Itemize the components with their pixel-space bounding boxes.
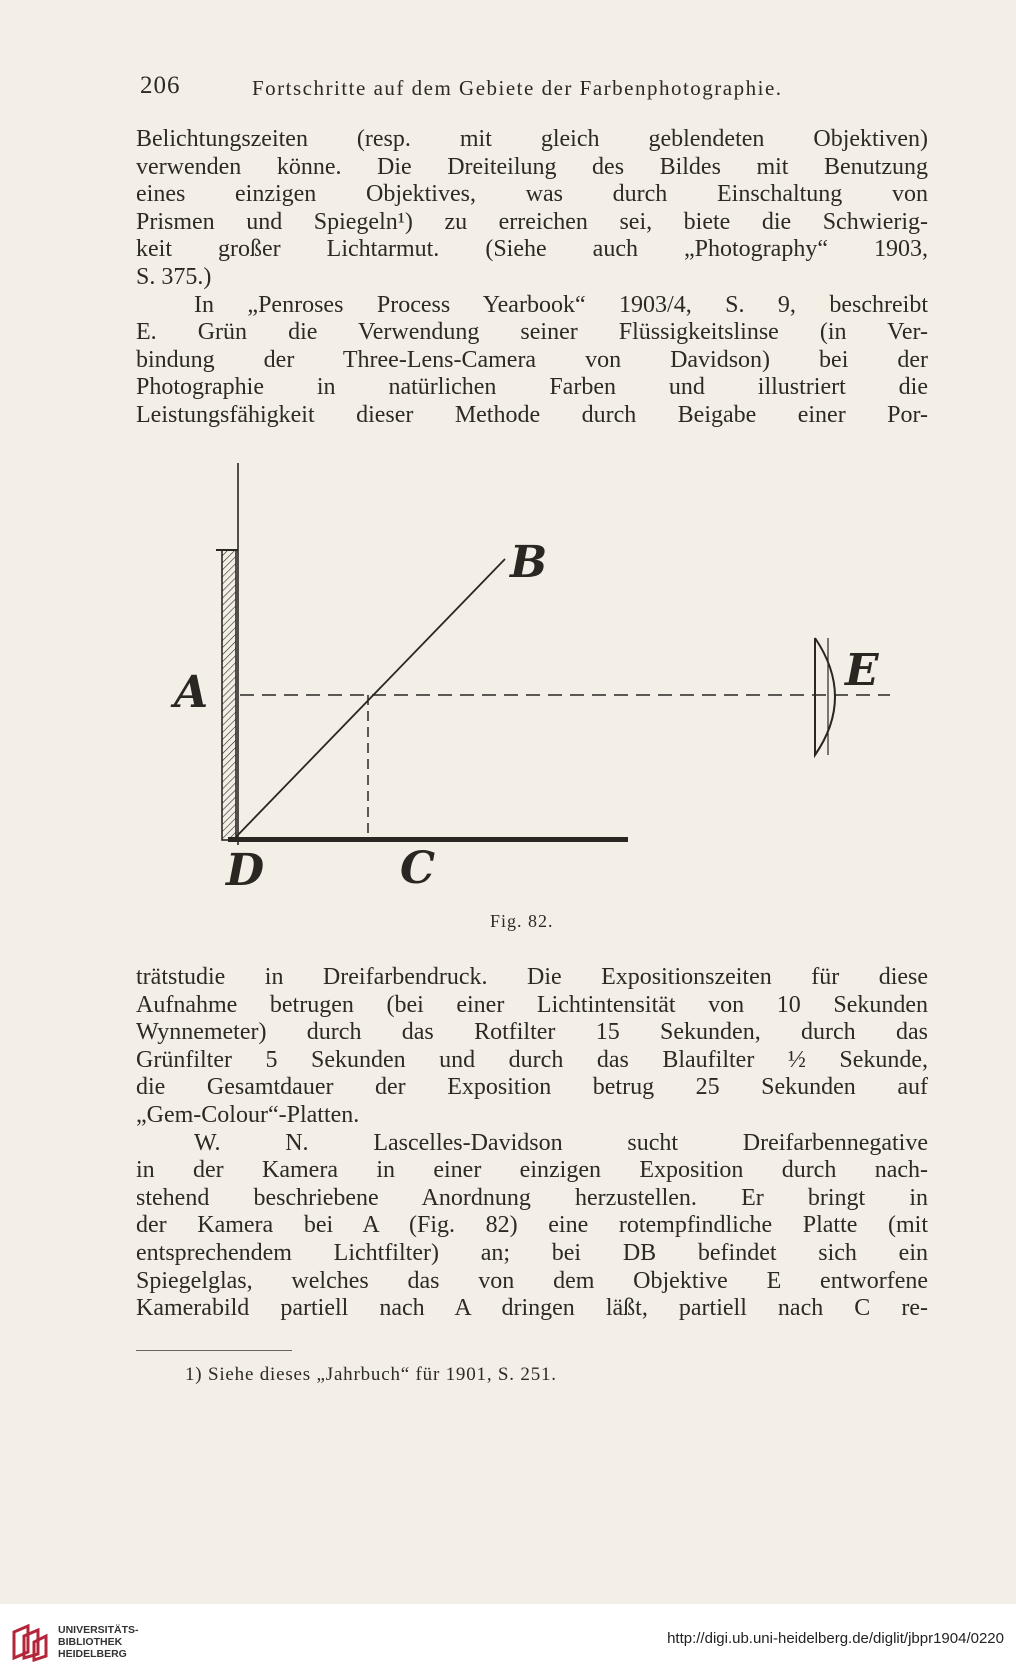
text-line: in der Kamera in einer einzigen Exposition durch nach- — [136, 1157, 928, 1184]
label-d: D — [226, 845, 265, 896]
lens-e — [815, 638, 835, 755]
library-name-line: UNIVERSITÄTS- — [58, 1624, 139, 1636]
text-line: In „Penroses Process Yearbook“ 1903/4, S. 9, beschreibt — [194, 291, 928, 318]
text-line: stehend beschriebene Anordnung herzustellen. Er bringt in — [136, 1184, 928, 1211]
text-line: Wynnemeter) durch das Rotfilter 15 Sekunden, durch das — [136, 1019, 928, 1046]
figure-82 — [160, 455, 900, 895]
text-line: „Gem-Colour“-Platten. — [136, 1101, 360, 1128]
plate-c — [228, 837, 628, 842]
text-line: S. 375.) — [136, 263, 212, 290]
text-line: der Kamera bei A (Fig. 82) eine rotempfindliche Platte (mit — [136, 1212, 928, 1239]
footnote-divider — [136, 1350, 292, 1351]
text-block-lower — [136, 964, 928, 1323]
running-title: Fortschritte auf dem Gebiete der Farbenphotographie. — [252, 76, 783, 100]
label-a: A — [174, 667, 209, 718]
text-line: Aufnahme betrugen (bei einer Lichtintensität von 10 Sekunden — [136, 991, 928, 1018]
figure-diagram — [160, 455, 900, 895]
library-name — [58, 1624, 139, 1660]
text-line: verwenden könne. Die Dreiteilung des Bildes mit Benutzung — [136, 153, 928, 180]
page-number: 206 — [140, 72, 181, 99]
text-line: Spiegelglas, welches das von dem Objektive E entworfene — [136, 1267, 928, 1294]
text-line: eines einzigen Objektives, was durch Einschaltung von — [136, 181, 928, 208]
text-line: trätstudie in Dreifarbendruck. Die Expositionszeiten für diese — [136, 964, 928, 990]
mirror-db — [234, 559, 505, 839]
permalink-url[interactable]: http://digi.ub.uni-heidelberg.de/diglit/jbpr1904/0220 — [667, 1630, 1004, 1647]
text-line: E. Grün die Verwendung seiner Flüssigkeitslinse (in Ver- — [136, 319, 928, 346]
figure-caption: Fig. 82. — [490, 911, 554, 931]
library-name-line: HEIDELBERG — [58, 1648, 127, 1660]
text-line: die Gesamtdauer der Exposition betrug 25 Sekunden auf — [136, 1074, 928, 1101]
label-e: E — [845, 645, 879, 696]
text-line: Leistungsfähigkeit dieser Methode durch Beigabe einer Por- — [136, 401, 928, 428]
plate-a — [222, 550, 236, 840]
text-line: Belichtungszeiten (resp. mit gleich geblendeten Objektiven) — [136, 126, 928, 152]
footnote: 1) Siehe dieses „Jahrbuch“ für 1901, S. 251. — [185, 1364, 557, 1385]
library-logo-icon — [10, 1622, 50, 1662]
footer-bar — [0, 1604, 1016, 1679]
label-c: C — [400, 843, 436, 894]
text-line: entsprechendem Lichtfilter) an; bei DB befindet sich ein — [136, 1239, 928, 1266]
text-line: Grünfilter 5 Sekunden und durch das Blaufilter ½ Sekunde, — [136, 1046, 928, 1073]
text-line: Kamerabild partiell nach A dringen läßt, partiell nach C re- — [136, 1295, 928, 1322]
label-b: B — [510, 537, 548, 588]
text-line: keit großer Lichtarmut. (Siehe auch „Photography“ 1903, — [136, 236, 928, 263]
text-block-upper — [136, 126, 928, 430]
text-line: Photographie in natürlichen Farben und illustriert die — [136, 374, 928, 401]
library-name-line: BIBLIOTHEK — [58, 1636, 123, 1648]
page-header — [140, 72, 940, 106]
text-line: bindung der Three-Lens-Camera von Davidson) bei der — [136, 346, 928, 373]
text-line: Prismen und Spiegeln¹) zu erreichen sei, biete die Schwierig- — [136, 208, 928, 235]
text-line: W. N. Lascelles-Davidson sucht Dreifarbennegative — [194, 1129, 928, 1156]
